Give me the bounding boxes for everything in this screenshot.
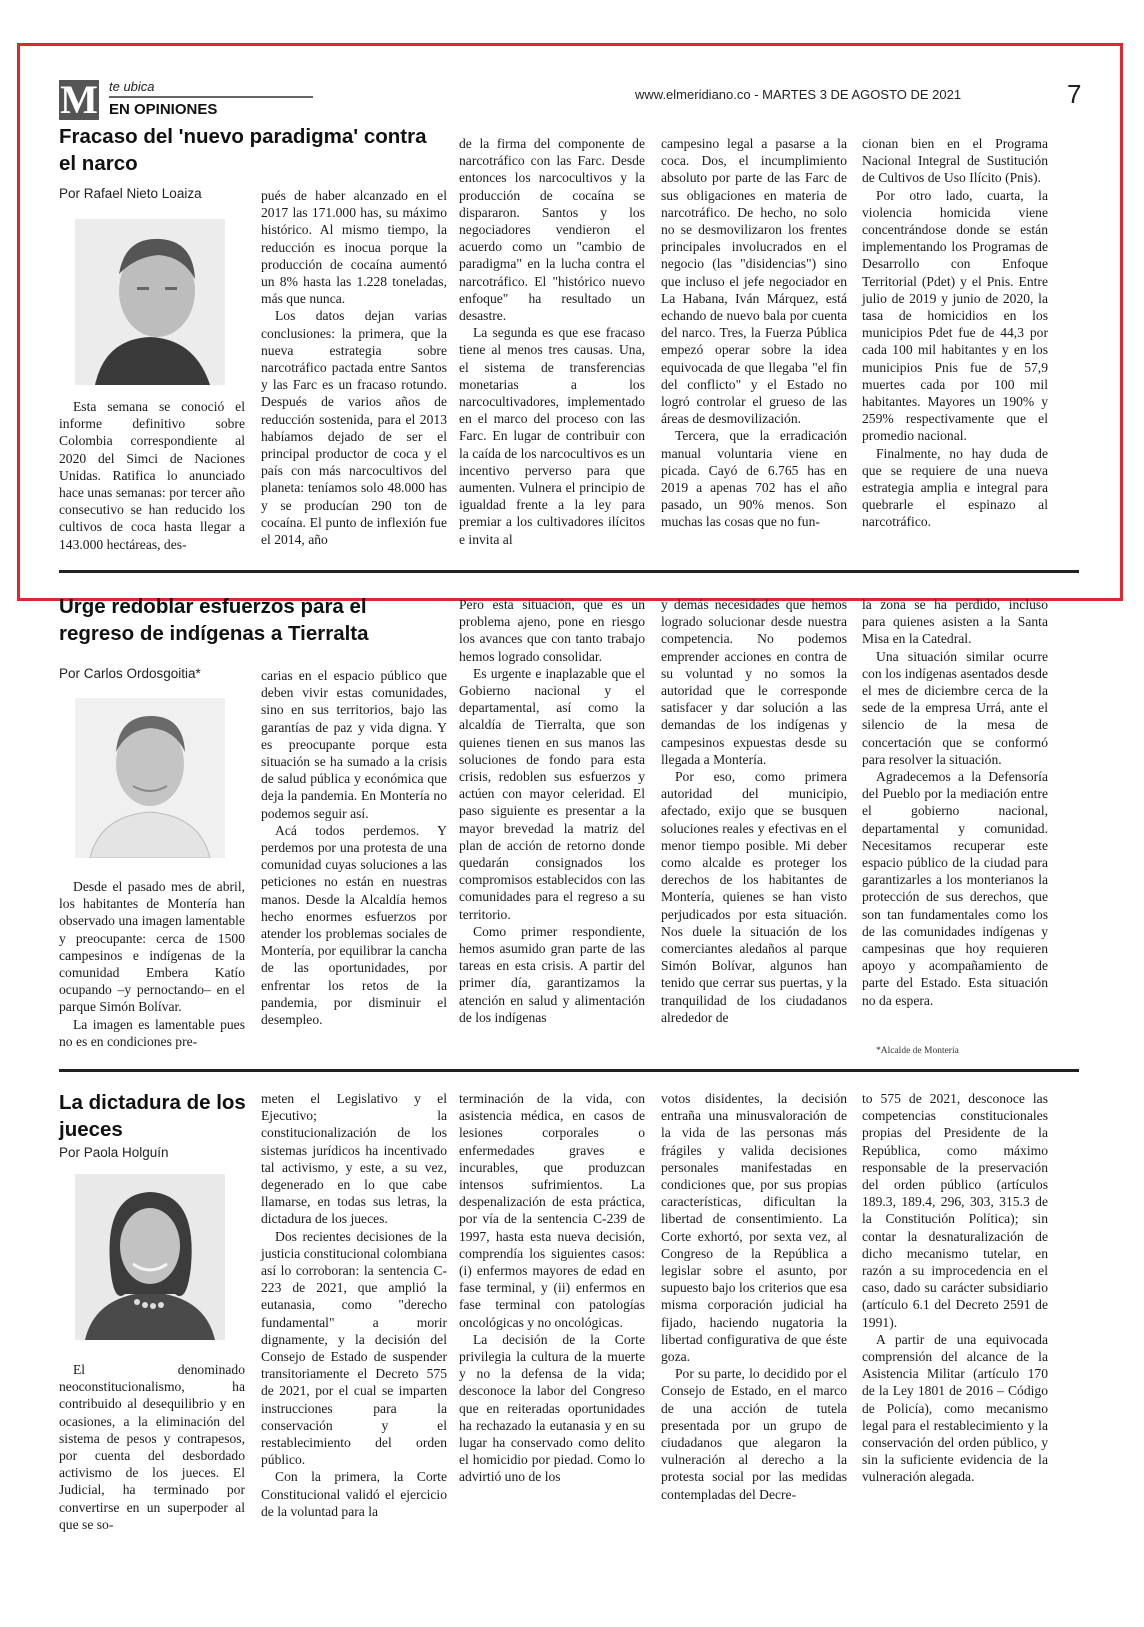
- author-footnote: *Alcalde de Montería: [876, 1046, 959, 1056]
- paragraph: meten el Legislativo y el Ejecutivo; la constitucionalización de los sistemas jurídicos ha incentivado tal activismo, y este, a su vez, degenerado en lo que cabe llamarse, en todas sus letras, la dictadura de los jueces.: [261, 1091, 447, 1227]
- article-1-byline: Por Rafael Nieto Loaiza: [59, 186, 202, 201]
- paragraph: Con la primera, la Corte Constitucional validó el ejercicio de la voluntad para la: [261, 1469, 447, 1519]
- article-2-col-1: [59, 878, 245, 1050]
- paragraph: to 575 de 2021, desconoce las competencias constitucionales propias del Presidente de la República, como máximo responsable de la preservación del orden público (artículos 189.3, 189.4, 296, 303, 315.3 de la Constitución Política); sin contar la desnaturalización de dicho mecanismo tutelar, en razón a su improcedencia en el caso, dado su carácter subsidiario (artículo 6.1 del Decreto 2591 de 1991).: [862, 1091, 1048, 1330]
- paragraph: La imagen es lamentable pues no es en condiciones pre-: [59, 1016, 245, 1049]
- paragraph: Por otro lado, cuarta, la violencia homicida viene concentrándose donde se están implementando los Programas de Desarrollo con Enfoque Territorial (Pdet) y el Pnis. Entre julio de 2019 y junio de 2020, la tasa de homicidios en los municipios Pdet fue de 44,3 por cada 100 mil habitantes y en los municipios Pnis fue de 57,9 muertes cada por 100 mil habitantes. Mayores un 190% y 259% respectivamente que el promedio nacional.: [862, 187, 1048, 444]
- paragraph: Es urgente e inaplazable que el Gobierno nacional y el departamental, así como la alcaldía de Tierralta, que son quienes tienen en sus manos las soluciones de fondo para esta crisis, redoblen sus esfuerzos y actúen con mayor celeridad. El paso siguiente es presentar a la mayor brevedad la matriz del plan de acción de retorno donde quedarán consignados los compromisos establecidos con las comunidades para el regreso a su territorio.: [459, 665, 645, 922]
- paragraph: Los datos dejan varias conclusiones: la primera, que la nueva estrategia sobre narcotráfico pactada entre Santos y las Farc es un fracaso rotundo. Después de varios años de reducción sostenida, para el 2013 habíamos dejado de ser el principal productor de coca y el país con más narcocultivos del planeta: teníamos solo 48.000 has y se producían 290 ton de cocaína. El punto de inflexión fue el 2014, año: [261, 308, 447, 548]
- paragraph: la zona se ha perdido, incluso para quienes asisten a la Santa Misa en la Catedral.: [862, 597, 1048, 647]
- article-3-title: La dictadura de los jueces: [59, 1091, 246, 1141]
- article-1-col-4: [661, 135, 847, 531]
- author-photo-carlos: [75, 698, 225, 858]
- article-3-col-1: [59, 1361, 245, 1533]
- portrait-image: [75, 1174, 225, 1340]
- paragraph: La segunda es que ese fracaso tiene al menos tres causas. Una, el sistema de transferencias monetarias a los narcocultivadores, implementado en el marco del proceso con las Farc. En lugar de contribuir con la caída de los narcocultivos es un incentivo perverso para que aumenten. Vulnera el principio de igualdad frente a la ley para premiar a los cultivadores ilícitos e invita al: [459, 325, 645, 547]
- article-1-col-2: [261, 187, 447, 548]
- paragraph: y demás necesidades que hemos logrado solucionar desde nuestra competencia. No podemos emprender acciones en contra de su voluntad y no somos la autoridad que le corresponde satisfacer y dar solución a las demandas de los indígenas y campesinos expuestas desde su llegada a Montería.: [661, 597, 847, 767]
- article-divider: [59, 1069, 1079, 1072]
- article-2-col-5: [862, 596, 1048, 1009]
- paragraph: A partir de una equivocada comprensión del alcance de la Asistencia Militar (artículo 170 de la Ley 1801 de 2016 – Código de Policía), como mecanismo legal para el restablecimiento y la conservación del orden público, y sin la suficiente evidencia de la vulneración alegada.: [862, 1331, 1048, 1485]
- page-number: 7: [1067, 79, 1082, 109]
- paragraph: votos disidentes, la decisión entraña una minusvaloración de la vida de las personas más frágiles y valida decisiones personales manifestadas en condiciones que, por sus propias características, dificultan la libertad de consentimiento. La Corte exhortó, por sexta vez, al Congreso de la República a legislar sobre el asunto, por supuesto bajo los criterios que esa misma corporación judicial ha fijado, haciendo nugatoria la libertad configurativa de que éste goza.: [661, 1091, 847, 1365]
- author-photo-rafael: [75, 219, 225, 385]
- article-2-byline: Por Carlos Ordosgoitia*: [59, 666, 201, 681]
- paragraph: cionan bien en el Programa Nacional Integral de Sustitución de Cultivos de Uso Ilícito (Pnis).: [862, 136, 1048, 186]
- article-3-col-5: [862, 1090, 1048, 1486]
- paragraph: Esta semana se conoció el informe definitivo sobre Colombia correspondiente al 2020 del Simci de Naciones Unidas. Ratifica lo anunciado hace unas semanas: por tercer año consecutivo se han reducido los cultivos de coca hasta llegar a 143.000 hectáreas, des-: [59, 399, 245, 552]
- article-3-byline: Por Paola Holguín: [59, 1145, 169, 1160]
- paragraph: Dos recientes decisiones de la justicia constitucional colombiana así lo corroboran: la sentencia C-223 de 2021, que amplió la eutanasia, como "derecho fundamental" a morir dignamente, y la decisión del Consejo de Estado de suspender transitoriamente el Decreto 575 de 2021, por el cual se imparten instrucciones para la conservación y el restablecimiento del orden público.: [261, 1228, 447, 1468]
- article-1-title: Fracaso del 'nuevo paradigma' contra el narco: [59, 125, 427, 175]
- article-3-col-3: [459, 1090, 645, 1486]
- author-photo-paola: [75, 1174, 225, 1340]
- article-2-title-block: [59, 593, 447, 647]
- article-1-col-5: [862, 135, 1048, 531]
- logo-tagline: te ubica: [109, 79, 155, 94]
- article-1-col-1: [59, 398, 245, 553]
- paragraph: Pero esta situación, que es un problema ajeno, pone en riesgo los avances que con tanto trabajo hemos logrado consolidar.: [459, 597, 645, 664]
- paragraph: La decisión de la Corte privilegia la cultura de la muerte y no la defensa de la vida; desconoce la labor del Congreso que en reiteradas oportunidades ha rechazado la eutanasia y en su lugar ha conservado como delito el homicidio por piedad. Como lo advirtió uno de los: [459, 1331, 645, 1485]
- paragraph: Por eso, como primera autoridad del municipio, afectado, exijo que se busquen soluciones reales y efectivas en el menor tiempo posible. Mi deber como alcalde es proteger los derechos de los habitantes de Montería, quienes se han visto perjudicados por esta situación. Nos duele la situación de los comerciantes aledaños al parque Simón Bolívar, algunos han tenido que cerrar sus puertas, y la tranquilidad de los ciudadanos alrededor de: [661, 769, 847, 1025]
- section-rule: [109, 96, 313, 98]
- paragraph: Por su parte, lo decidido por el Consejo de Estado, en el marco de una acción de tutela presentada por un grupo de ciudadanos que alegaron la vulneración al derecho a la protesta social por las medidas contempladas del Decre-: [661, 1366, 847, 1502]
- paragraph: campesino legal a pasarse a la coca. Dos, el incumplimiento absoluto por parte de las Farc de sus obligaciones en materia de narcotráfico. De hecho, no solo no se desmovilizaron los frentes principales involucrados en el negocio (las "disidencias") sino que incluso el jefe negociador en La Habana, Iván Márquez, está echando de nuevo bala por cuenta del narco. Tres, la Fuerza Pública empezó operar sobre la idea equivocada de que llegaba "el fin del conflicto" y el Estado no logró controlar el grueso de las áreas de desmovilización.: [661, 136, 847, 427]
- article-2-col-2: [261, 667, 447, 1028]
- section-name: EN OPINIONES: [109, 101, 218, 118]
- newspaper-logo: M: [60, 77, 98, 122]
- article-2-col-3: [459, 596, 645, 1026]
- article-3-col-4: [661, 1090, 847, 1503]
- paragraph: Una situación similar ocurre con los indígenas asentados desde el mes de diciembre cerca de la sede de la empresa Urrá, ante el silencio de la mesa de concertación que se conformó para resolver la situación.: [862, 648, 1048, 767]
- paragraph: Tercera, que la erradicación manual voluntaria viene en picada. Cayó de 6.765 has en 2019 a apenas 702 has el año pasado, un 90% menos. Son muchas las cosas que no fun-: [661, 428, 847, 530]
- article-divider: [59, 570, 1079, 573]
- article-2-col-4: [661, 596, 847, 1026]
- article-1-col-3: [459, 135, 645, 548]
- article-2-title: Urge redoblar esfuerzos para el regreso de indígenas a Tierralta: [59, 595, 369, 645]
- paragraph: Desde el pasado mes de abril, los habitantes de Montería han observado una imagen lamentable y preocupante: cerca de 1500 campesinos e indígenas de la comunidad Embera Katío ocupando –y pernoctando– en el parque Simón Bolívar.: [59, 879, 245, 1015]
- article-3-col-2: [261, 1090, 447, 1520]
- article-1-title-block: [59, 123, 447, 177]
- paragraph: terminación de la vida, con asistencia médica, en casos de lesiones corporales o enfermedades graves e incurables, que produzcan intensos sufrimientos. La despenalización de esta práctica, por vía de la sentencia C-239 de 1997, hasta esta nueva decisión, comprendía los siguientes casos: (i) enfermos mayores de edad en fase terminal, y (ii) enfermos en fase terminal con patologías oncológicas y no oncológicas.: [459, 1091, 645, 1330]
- paragraph: carias en el espacio público que deben vivir estas comunidades, sino en sus territorios, bajo las garantías de paz y vida digna. Y es preocupante porque esta situación se ha sumado a la crisis de salud pública y económica que deja la pandemia. En Montería no podemos seguir así.: [261, 668, 447, 821]
- paragraph: Finalmente, no hay duda de que se requiere de una nueva estrategia amplia e integral para quebrarle el espinazo al narcotráfico.: [862, 445, 1048, 530]
- site-and-date: www.elmeridiano.co - MARTES 3 DE AGOSTO DE 2021: [635, 87, 962, 102]
- paragraph: pués de haber alcanzado en el 2017 las 171.000 has, su máximo histórico. Al mismo tiempo, la reducción es inocua porque la producción de cocaína aumentó un 8% hasta las 1.228 toneladas, más que nunca.: [261, 188, 447, 307]
- paragraph: Como primer respondiente, hemos asumido gran parte de las tareas en esta crisis. A partir del primer día, garantizamos la atención en salud y alimentación de los indígenas: [459, 923, 645, 1025]
- portrait-image: [75, 219, 225, 385]
- paragraph: Acá todos perdemos. Y perdemos por una protesta de una comunidad cuyas soluciones a las peticiones no están en nuestras manos. Desde la Alcaldía hemos hecho enormes esfuerzos por atender los problemas sociales de Montería, por equilibrar la cancha de las oportunidades, por enfrentar los retos de la pandemia, por disminuir el desempleo.: [261, 822, 447, 1028]
- paragraph: El denominado neoconstitucionalismo, ha contribuido al desequilibrio y en ocasiones, a la eliminación del sistema de pesos y contrapesos, por cuenta del desbordado activismo de los jueces. El Judicial, ha terminado por convertirse en un superpoder al que se so-: [59, 1362, 245, 1532]
- paragraph: de la firma del componente de narcotráfico con las Farc. Desde entonces los narcocultivos y la producción de cocaína se dispararon. Santos y los negociadores vendieron el acuerdo como un "cambio de paradigma" en la lucha contra el narcotráfico. El "histórico nuevo enfoque" ha resultado un desastre.: [459, 136, 645, 324]
- article-3-title-block: [59, 1089, 249, 1143]
- portrait-image: [75, 698, 225, 858]
- paragraph: Agradecemos a la Defensoría del Pueblo por la mediación entre el gobierno nacional, departamental y comunidad. Necesitamos recuperar este espacio público de la ciudad para garantizarles a los monterianos la protección de sus derechos, que son tan fundamentales como los de las comunidades indígenas y campesinas que hoy requieren apoyo y acompañamiento de parte del Estado. Esta situación no da espera.: [862, 769, 1048, 1008]
